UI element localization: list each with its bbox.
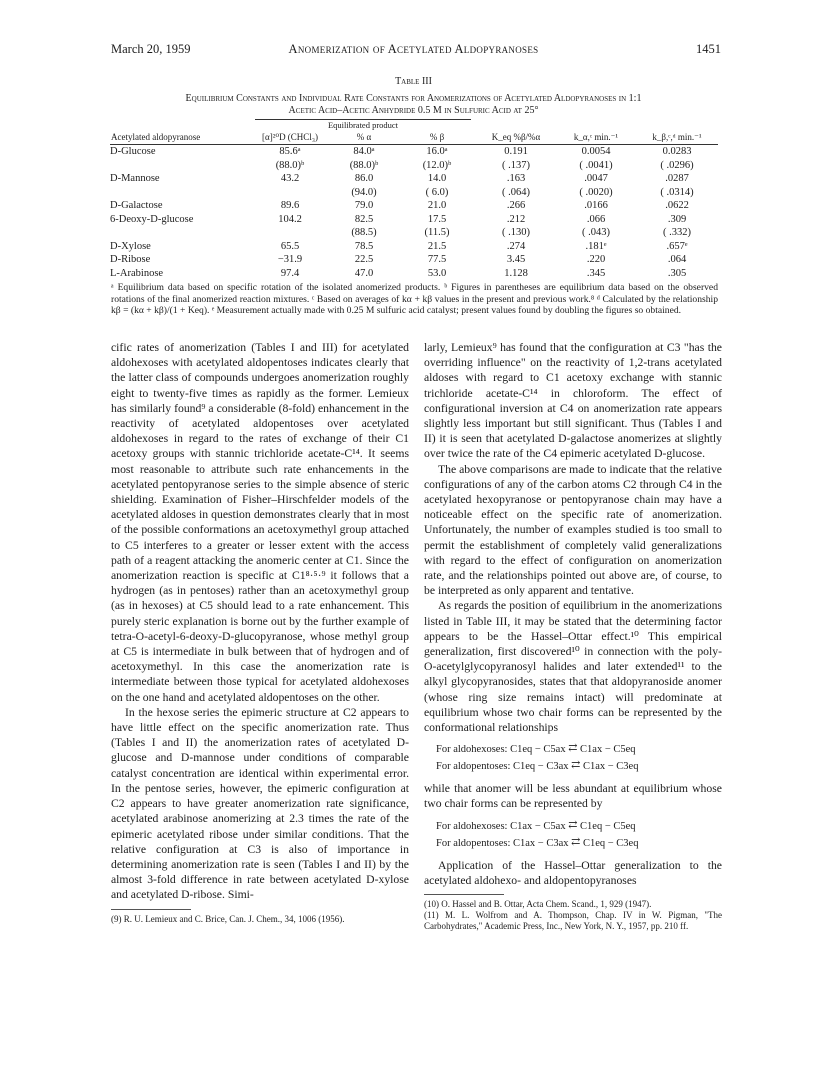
table-cell: .0047	[584, 173, 608, 184]
table-row	[110, 159, 718, 173]
table-cell: 85.6ᵃ	[279, 146, 301, 157]
equation: For aldohexoses: C1ax − C5ax ⇄ C1eq − C5eq	[436, 818, 636, 832]
row-label: D-Ribose	[110, 254, 151, 265]
equation-block	[436, 818, 722, 852]
column-header: % β	[398, 131, 476, 145]
table-cell: 17.5	[427, 213, 447, 225]
table-cell: (88.0)ᵇ	[349, 159, 379, 171]
table-row	[110, 186, 718, 200]
table-cell: .305	[667, 267, 687, 279]
paragraph: As regards the position of equilibrium in the anomerizations listed in Table III, it may be stated that the determining factor appears to be the Hassel–Ottar effect.¹⁰ This empirical generalization, first discovered¹⁰ in connection with the poly-O-acetylglycopyranosyl halides and later extended¹¹ to the alkyl glycopyranosides, states that that aldopyranoside anomer (whose ring size remains intact) will predominate at equilibrium whose two chair forms can be represented by the conformational relationships	[424, 599, 722, 735]
table-caption-line1: Equilibrium Constants and Individual Rate Constants for Anomerizations of Acetylated Aldopyranoses in 1:1	[185, 93, 642, 104]
right-column	[424, 340, 722, 932]
table-cell	[250, 226, 330, 240]
table-cell: 43.2	[280, 173, 300, 184]
table-row	[110, 226, 718, 240]
row-label	[110, 186, 250, 200]
table-cell: 97.4	[280, 267, 300, 279]
table-cell: ( .0296)	[660, 159, 694, 171]
row-label	[110, 226, 250, 240]
table-cell: .266	[506, 200, 526, 211]
table-cell: (94.0)	[351, 186, 377, 198]
table-cell: 0.191	[504, 146, 528, 157]
row-label: 6-Deoxy-D-glucose	[110, 213, 194, 225]
table-cell: 78.5	[354, 240, 374, 252]
table-cell: −31.9	[277, 254, 303, 265]
table-cell: ( .137)	[502, 159, 530, 171]
table-row	[110, 172, 718, 186]
page-number: 1451	[696, 42, 721, 56]
table-cell: 21.5	[427, 240, 447, 252]
equilibrium-rate-table	[110, 118, 718, 280]
table-cell: .0622	[665, 200, 689, 211]
table-cell: 79.0	[354, 200, 374, 211]
footnote: (10) O. Hassel and B. Ottar, Acta Chem. Scand., 1, 929 (1947).	[424, 899, 652, 910]
equation: For aldohexoses: C1eq − C5ax ⇄ C1ax − C5eq	[436, 742, 636, 756]
row-label: D-Glucose	[110, 146, 156, 157]
table-cell: 89.6	[280, 200, 300, 211]
column-header: % α	[330, 131, 398, 145]
table-cell: 86.0	[354, 173, 374, 184]
table-row	[110, 199, 718, 213]
table-cell: .220	[586, 254, 606, 265]
table-cell: .309	[667, 213, 687, 225]
row-label: D-Xylose	[110, 240, 151, 252]
table-row	[110, 145, 718, 159]
column-header: k_α,ᶜ min.⁻¹	[556, 131, 636, 145]
table-cell: 77.5	[427, 254, 447, 265]
table-cell: 0.0054	[581, 146, 611, 157]
footnote: (9) R. U. Lemieux and C. Brice, Can. J. Chem., 34, 1006 (1956).	[111, 913, 345, 924]
table-cell: 1.128	[504, 267, 528, 279]
table-cell: .181ᵉ	[585, 240, 607, 252]
column-header: k_β,ᶜ,ᵈ min.⁻¹	[636, 131, 718, 145]
running-title: Anomerization of Acetylated Aldopyranoses	[288, 42, 539, 56]
table-cell: ( 6.0)	[425, 186, 449, 198]
equilibrium-arrow-icon: ⇄	[568, 742, 578, 755]
table-cell: (88.0)ᵇ	[275, 159, 305, 171]
table-cell: (11.5)	[424, 227, 450, 238]
table-cell: 22.5	[354, 254, 374, 265]
table-cell: .274	[506, 240, 526, 252]
equation-block	[436, 741, 722, 775]
table-cell: .163	[506, 173, 526, 184]
table-cell: .657ᵉ	[666, 240, 688, 252]
column-header: K_eq %β/%α	[476, 131, 556, 145]
table-cell: .0166	[584, 200, 608, 211]
table-cell: 21.0	[427, 200, 447, 211]
table-cell: .212	[506, 213, 526, 225]
equation: For aldopentoses: C1eq − C3ax ⇄ C1ax − C3eq	[436, 759, 639, 773]
paragraph: cific rates of anomerization (Tables I and III) for acetylated aldohexoses with acetylated aldopentoses indicates clearly that the latter class of compounds undergoes anomerization roughly eight to twenty-five times as rapidly as the former. Lemieux has similarly found⁹ a considerable (8-fold) enhancement in the reactivity of acetylated aldopentoses over acetylated aldohexoses in regard to the rates of exchange of their C1 acetoxy groups with stannic trichloride acetate-C¹⁴. It seems most reasonable to attribute such rate enhancements in the acetylated pentopyranose series to the simple absence of steric shielding. Examination of Fisher–Hirschfelder models of the acetylated aldoses in question demonstrates clearly that in most of the possible conformations an acetoxymethyl group attached to C5 interferes to a greater or lesser extent with the access path of a reagent attacking the anomeric center at C1. Since the anomerization reaction is specific at C1⁸·⁵·⁹ it follows that a hydrogen (as in pentoses) rather than an acetoxymethyl group (as in hexoses) at C5 should lead to a rate enhancement. This purely steric explanation is borne out by the further example of tetra-O-acetyl-6-deoxy-D-glucopyranose, whose methyl group at C5 is intermediate in bulk between that of hydrogen and of acetoxymethyl. In this case the anomerization rate is intermediate between those typical for acetylated aldohexoses on the one hand and acetylated aldopentoses on the other.	[111, 341, 409, 704]
footnote-rule	[424, 894, 504, 895]
table-cell: ( .0020)	[579, 186, 613, 198]
table-cell: ( .332)	[663, 227, 691, 238]
table-cell: .0287	[665, 173, 689, 184]
table-cell: 82.5	[354, 213, 374, 225]
column-header: Acetylated aldopyranose	[110, 131, 250, 145]
header-date: March 20, 1959	[111, 42, 191, 56]
equilibrium-arrow-icon: ⇄	[571, 759, 581, 772]
table-row	[110, 240, 718, 254]
table-row	[110, 267, 718, 281]
left-column	[111, 340, 409, 925]
paragraph: while that anomer will be less abundant at equilibrium whose two chair forms can be represented by	[424, 782, 722, 811]
table-footnotes: ᵃ Equilibrium data based on specific rotation of the isolated anomerized products. ᵇ Figures in parentheses are equilibrium data based on the observed rotations of the final anomerized reaction mixtures. ᶜ Based on averages of kα + kβ values in the present and previous work.⁸ ᵈ Calculated by the relationship kβ = (kα + kβ)/(1 + Keq). ᵉ Measurement actually made with 0.25 M sulfuric acid catalyst; present values found by doubling the figures so obtained.	[111, 282, 718, 317]
paragraph: larly, Lemieux⁹ has found that the configuration at C3 "has the overriding influence" on the reactivity of 1,2-trans acetylated aldoses with regard to C1 acetoxy exchange with stannic trichloride acetate-C¹⁴ in chloroform. The effect of configurational inversion at C4 on anomerization rate appears slightly less important but still significant. Thus (Tables I and II) it is seen that acetylated D-galactose anomerizes at slightly over twice the rate of the C4 epimeric acetylated D-glucose.	[424, 341, 722, 461]
footnote: (11) M. L. Wolfrom and A. Thompson, Chap. IV in W. Pigman, "The Carbohydrates," Academic Press, Inc., New York, N. Y., 1957, pp. 210 ff.	[424, 910, 722, 932]
table-cell: 14.0	[427, 173, 447, 184]
table-row	[110, 253, 718, 267]
table-cell: (12.0)ᵇ	[422, 159, 452, 171]
table-cell: .064	[667, 254, 687, 265]
group-header: Equilibrated product	[255, 119, 471, 130]
table-cell: 104.2	[278, 213, 302, 225]
table-cell	[250, 186, 330, 200]
column-header: [α]²⁰D (CHCl₃)	[250, 131, 330, 145]
row-label: L-Arabinose	[110, 267, 164, 279]
table-cell: ( .043)	[582, 227, 610, 238]
paragraph: In the hexose series the epimeric structure at C2 appears to have little effect on the specific anomerization rate. Thus (Tables I and II) the anomerization rates of acetylated D-glucose and D-mannose under conditions of comparable catalyst concentration are identical within experimental error. In the pentose series, however, the epimeric configuration at C2 appears to have greater anomerization rate significance, acetylated arabinose anomerizing at 2.3 times the rate of the epimeric acetylated ribose under similar conditions. That the relative configuration at C3 is also of importance in determining anomerization rate is seen (Tables I and II) by the almost 3-fold difference in rate between acetylated D-xylose and acetylated D-ribose. Simi-	[111, 705, 409, 902]
row-label: D-Mannose	[110, 173, 160, 184]
table-cell: ( .064)	[502, 186, 530, 198]
equilibrium-arrow-icon: ⇄	[571, 835, 581, 848]
equilibrium-arrow-icon: ⇄	[568, 818, 578, 831]
table-cell: .066	[586, 213, 606, 225]
table-body	[110, 145, 718, 281]
table-cell: 3.45	[506, 254, 526, 265]
table-cell: ( .130)	[502, 227, 530, 238]
table-cell: ( .0314)	[660, 186, 694, 198]
row-label: D-Galactose	[110, 200, 163, 211]
table-label: Table III	[395, 76, 432, 87]
table-caption-line2: Acetic Acid–Acetic Anhydride 0.5 M in Sulfuric Acid at 25°	[288, 105, 539, 116]
row-label	[110, 159, 250, 173]
table-cell: 84.0ᵃ	[353, 146, 375, 157]
paragraph: Application of the Hassel–Ottar generalization to the acetylated aldohexo- and aldopentopyranoses	[424, 858, 722, 887]
footnote-rule	[111, 909, 191, 910]
table-cell: ( .0041)	[579, 159, 613, 171]
table-cell: 65.5	[280, 240, 300, 252]
table-cell: 0.0283	[662, 146, 692, 157]
table-cell: .345	[586, 267, 606, 279]
table-cell: 53.0	[427, 267, 447, 279]
table-row	[110, 213, 718, 227]
paragraph: The above comparisons are made to indicate that the relative configurations of any of the carbon atoms C2 through C4 in the acetylated hexopyranose or pentopyranose chain may have a noticeable effect on the specific rate of anomerization. Unfortunately, the number of examples studied is too small to permit the establishment of completely valid generalizations with regard to the effect of configuration on anomerization rate, and the relationships pointed out above are, of course, to be interpreted as only apparent and tentative.	[424, 462, 722, 598]
table-cell: 47.0	[354, 267, 374, 279]
equation: For aldopentoses: C1ax − C3ax ⇄ C1eq − C3eq	[436, 835, 639, 849]
table-cell: (88.5)	[351, 227, 377, 238]
table-cell: 16.0ᵃ	[426, 146, 448, 157]
